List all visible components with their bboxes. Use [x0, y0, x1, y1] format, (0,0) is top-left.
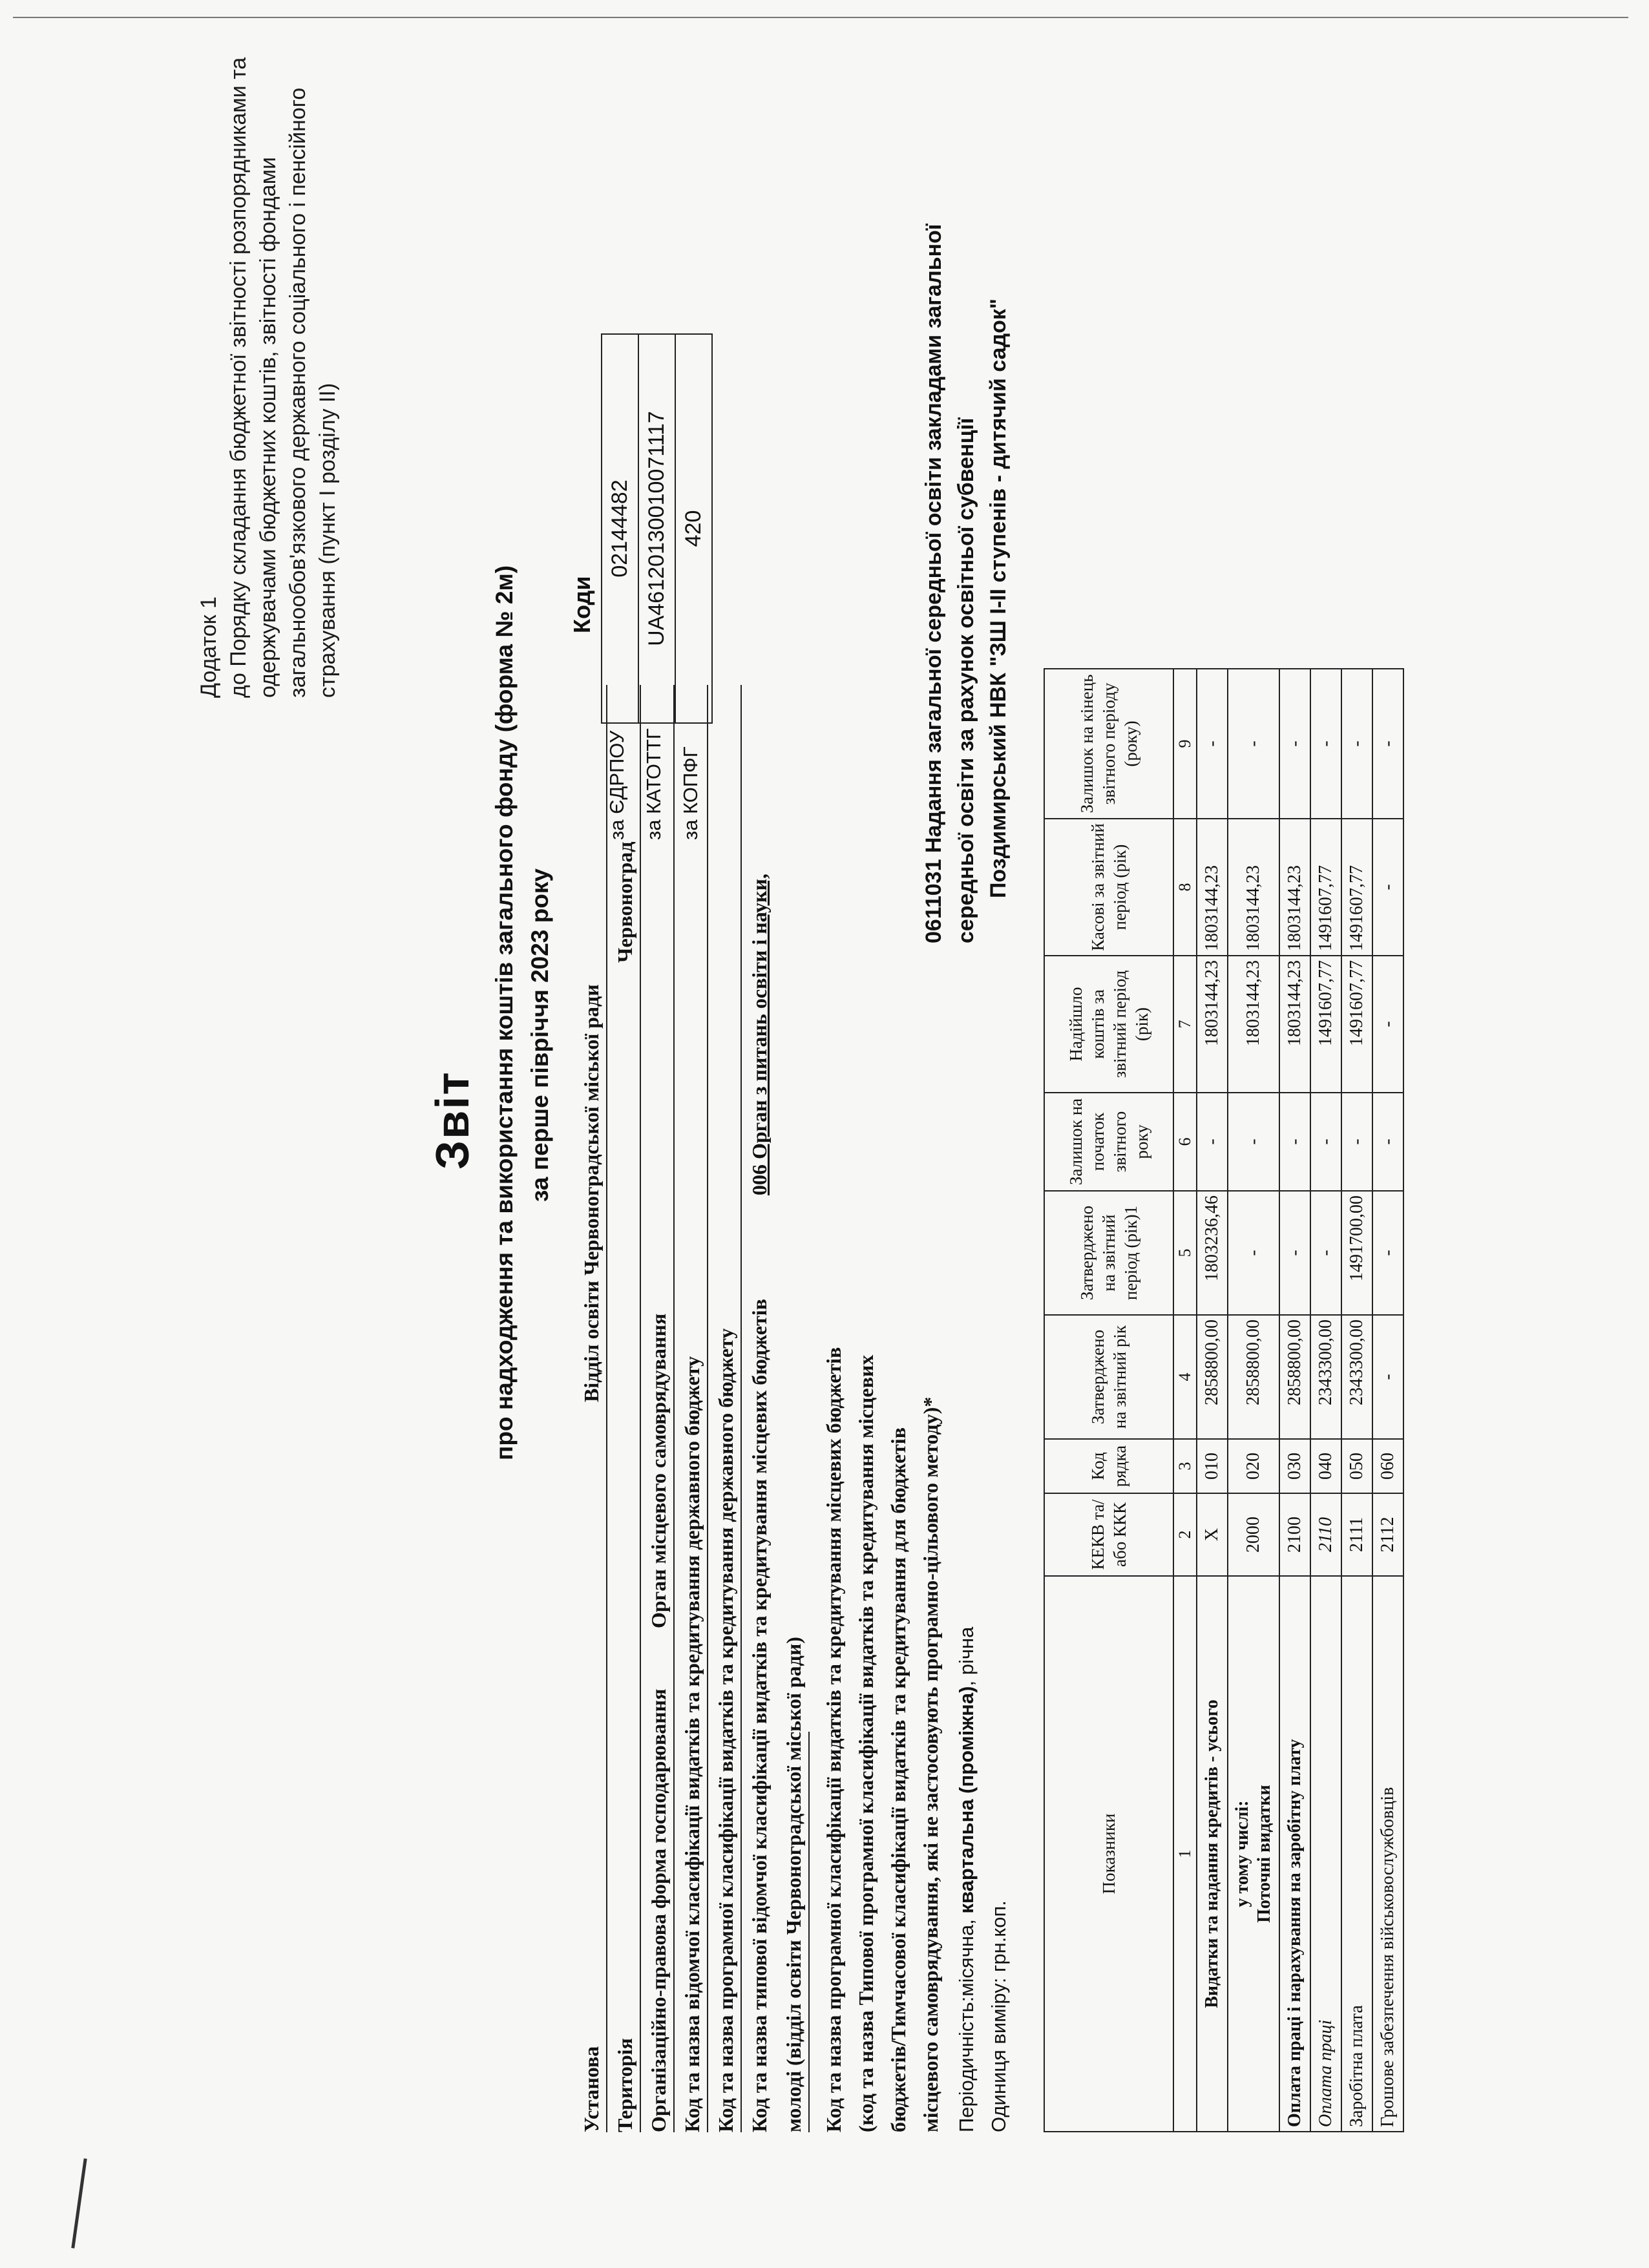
row-received: -: [1372, 956, 1403, 1093]
row-approved-year: -: [1372, 1315, 1403, 1439]
row-kekv: 2000: [1228, 1493, 1279, 1576]
header-received: Надійшло коштів за звітний період (рік): [1044, 956, 1173, 1093]
periodicity-prefix: Періодичність:місячна,: [955, 1913, 978, 2132]
table-column-numbers: [1173, 669, 1197, 2132]
addendum-note: [194, 58, 342, 698]
meta-org-form: [642, 685, 675, 2132]
org-form-value: Орган місцевого самоврядування: [647, 1313, 670, 1628]
header-end-balance: Залишок на кінець звітного періоду (року): [1044, 669, 1173, 819]
header-row-code: Код рядка: [1044, 1439, 1173, 1493]
row-end-balance: -: [1228, 669, 1279, 819]
addendum-line: одержувачами бюджетних коштів, звітності фондами: [256, 157, 280, 698]
row-start-balance: -: [1310, 1093, 1341, 1191]
addendum-line: страхування (пункт І розділу ІІ): [315, 383, 340, 698]
row-received: 1803144,23: [1228, 956, 1279, 1093]
program-line: середньої освіти за рахунок освітньої субвенції: [954, 417, 978, 943]
periodicity: [955, 1627, 978, 2132]
header-cash: Касові за звітний період (рік): [1044, 819, 1173, 956]
row-kekv: 2100: [1279, 1493, 1310, 1576]
table-row: [1341, 669, 1372, 2132]
row-approved-year: 2858800,00: [1279, 1315, 1310, 1439]
periodicity-selected: квартальна (проміжна): [955, 1686, 978, 1914]
col-num: 5: [1173, 1191, 1197, 1315]
row-start-balance: -: [1372, 1093, 1403, 1191]
addendum-line: Додаток 1: [196, 596, 221, 698]
report-title: Звіт: [427, 1071, 479, 1170]
row-approved-period: -: [1228, 1191, 1279, 1315]
table-row: [1197, 669, 1228, 2132]
row-code: 050: [1341, 1439, 1372, 1493]
row-approved-period: -: [1279, 1191, 1310, 1315]
header-kekv: КЕКВ та/або ККК: [1044, 1493, 1173, 1576]
code-label-edrpou: за ЄДРПОУ: [605, 730, 628, 840]
col-num: 6: [1173, 1093, 1197, 1191]
territory-value: Червоноград: [613, 841, 636, 963]
row-code: 060: [1372, 1439, 1403, 1493]
row-cash: -: [1372, 819, 1403, 956]
row-name-line1: у тому числі:: [1232, 1800, 1252, 1907]
row-received: 1491607,77: [1310, 956, 1341, 1093]
program-state-label: Код та назва програмної класифікації видатків та кредитування державного бюджету: [714, 1328, 737, 2132]
program-line: Поздимирський НВК "ЗШ І-ІІ ступенів - дитячий садок": [986, 298, 1011, 898]
row-start-balance: -: [1341, 1093, 1372, 1191]
row-cash: 1491607,77: [1341, 819, 1372, 956]
header-start-balance: Залишок на початок звітного року: [1044, 1093, 1173, 1191]
row-code: 040: [1310, 1439, 1341, 1493]
program-description: [918, 39, 1014, 943]
addendum-line: до Порядку складання бюджетної звітності розпорядниками та: [226, 57, 251, 698]
row-name: [1228, 1576, 1279, 2132]
row-received: 1803144,23: [1197, 956, 1228, 1093]
periodicity-suffix: , річна: [955, 1626, 978, 1686]
report-table: [1044, 668, 1404, 2132]
table-header-row: [1044, 669, 1173, 2132]
row-end-balance: -: [1197, 669, 1228, 819]
report-subtitle: про надходження та використання коштів загального фонду (форма № 2м): [491, 565, 518, 1460]
row-kekv: 2112: [1372, 1493, 1403, 1576]
meta-typical: [743, 685, 774, 2132]
unit-of-measure: Одиниця виміру: грн.коп.: [987, 1900, 1010, 2132]
table-row: [1279, 669, 1310, 2132]
row-approved-year: 2858800,00: [1228, 1315, 1279, 1439]
table-row: [1228, 669, 1279, 2132]
typical-value: 006 Орган з питань освіти і науки,: [748, 874, 771, 1195]
row-name: Заробітна плата: [1341, 1576, 1372, 2132]
row-start-balance: -: [1228, 1093, 1279, 1191]
local-program-label: місцевого самоврядування, які не застосовують програмно-цільового методу)*: [919, 1396, 942, 2132]
col-num: 1: [1173, 1576, 1197, 2132]
row-received: 1803144,23: [1279, 956, 1310, 1093]
col-num: 2: [1173, 1493, 1197, 1576]
row-start-balance: -: [1197, 1093, 1228, 1191]
col-num: 7: [1173, 956, 1197, 1093]
local-program-label: бюджетів/Тимчасової класифікації видатків та кредитування для бюджетів: [887, 1427, 910, 2132]
row-approved-period: 1803236,46: [1197, 1191, 1228, 1315]
meta-departmental: [676, 685, 708, 2132]
meta-institution: [575, 685, 607, 2132]
row-name: Грошове забезпечення військовослужбовців: [1372, 1576, 1403, 2132]
typical-value-cont: молоді (відділ освіти Червоноградської міської ради): [782, 1732, 810, 2132]
org-form-label: Організаційно-правова форма господарювання: [647, 1688, 670, 2132]
row-approved-period: -: [1372, 1191, 1403, 1315]
codes-box: [601, 333, 713, 724]
local-program-label: Код та назва програмної класифікації видатків та кредитування місцевих бюджетів: [822, 1347, 845, 2132]
row-approved-year: 2343300,00: [1310, 1315, 1341, 1439]
col-num: 4: [1173, 1315, 1197, 1439]
row-kekv: 2110: [1310, 1493, 1341, 1576]
meta-territory: [609, 685, 641, 2132]
row-kekv: X: [1197, 1493, 1228, 1576]
local-program-label: (код та назва Типової програмної класифікації видатків та кредитування місцевих: [854, 1354, 877, 2132]
row-code: 030: [1279, 1439, 1310, 1493]
row-name: Оплата праці і нарахування на заробітну плату: [1279, 1576, 1310, 2132]
row-approved-period: 1491700,00: [1341, 1191, 1372, 1315]
departmental-label: Код та назва відомчої класифікації видатків та кредитування державного бюджету: [680, 1356, 704, 2132]
report-period: за перше півріччя 2023 року: [527, 868, 553, 1202]
row-name: Оплата праці: [1310, 1576, 1341, 2132]
table-row: [1372, 669, 1403, 2132]
row-end-balance: -: [1372, 669, 1403, 819]
meta-program-state: [709, 685, 742, 2132]
row-code: 010: [1197, 1439, 1228, 1493]
row-end-balance: -: [1310, 669, 1341, 819]
row-start-balance: -: [1279, 1093, 1310, 1191]
addendum-line: загальнообов'язкового державного соціального і пенсійного: [286, 87, 310, 698]
program-line: 0611031 Надання загальної середньої освіти закладами загальної: [921, 224, 946, 943]
col-num: 9: [1173, 669, 1197, 819]
row-cash: 1491607,77: [1310, 819, 1341, 956]
row-end-balance: -: [1341, 669, 1372, 819]
row-name-line2: Поточні видатки: [1254, 1785, 1274, 1923]
header-indicators: Показники: [1044, 1576, 1173, 2132]
codes-title: Коди: [569, 576, 595, 633]
code-value-katottg: UA46120130010071117: [639, 335, 676, 722]
table-row: [1310, 669, 1341, 2132]
row-code: 020: [1228, 1439, 1279, 1493]
code-label-katottg: за КАТОТТГ: [642, 728, 665, 840]
territory-label: Територія: [613, 2038, 636, 2132]
row-cash: 1803144,23: [1228, 819, 1279, 956]
institution-label: Установа: [580, 2046, 603, 2132]
row-approved-year: 2343300,00: [1341, 1315, 1372, 1439]
col-num: 3: [1173, 1439, 1197, 1493]
row-received: 1491607,77: [1341, 956, 1372, 1093]
row-kekv: 2111: [1341, 1493, 1372, 1576]
row-cash: 1803144,23: [1197, 819, 1228, 956]
col-num: 8: [1173, 819, 1197, 956]
header-approved-period: Затверджено на звітний період (рік)1: [1044, 1191, 1173, 1315]
row-cash: 1803144,23: [1279, 819, 1310, 956]
code-label-kopfg: за КОПФГ: [679, 746, 702, 840]
row-approved-year: 2858800,00: [1197, 1315, 1228, 1439]
code-value-kopfg: 420: [681, 510, 706, 547]
row-approved-period: -: [1310, 1191, 1341, 1315]
header-approved-year: Затверджено на звітний рік: [1044, 1315, 1173, 1439]
institution-value: Відділ освіти Червоноградської міської ради: [580, 984, 603, 1402]
row-end-balance: -: [1279, 669, 1310, 819]
code-value-edrpou: 02144482: [602, 335, 639, 722]
typical-label: Код та назва типової відомчої класифікації видатків та кредитування місцевих бюджетів: [748, 1299, 771, 2132]
row-name: Видатки та надання кредитів - усього: [1197, 1576, 1228, 2132]
